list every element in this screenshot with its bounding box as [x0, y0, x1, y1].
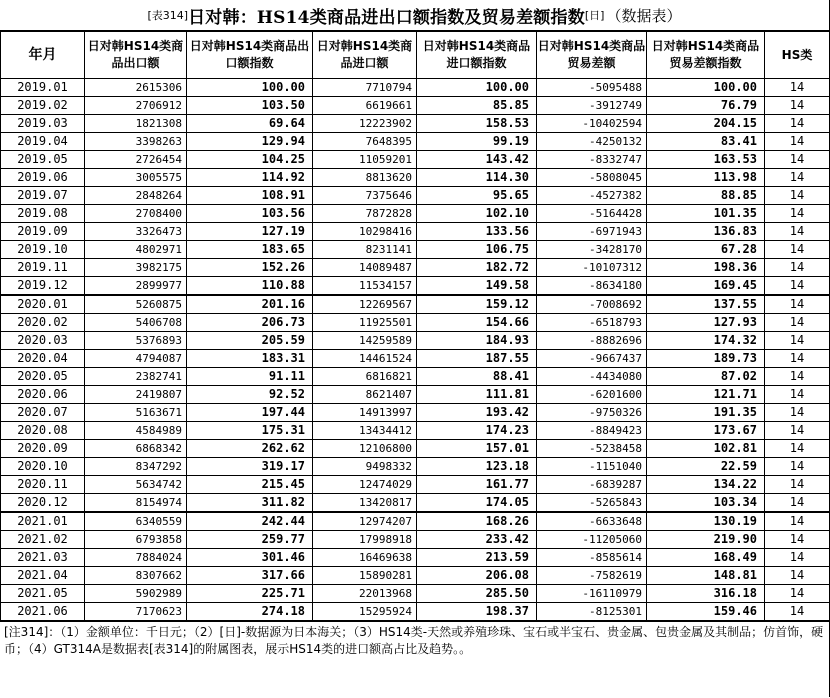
cell-import-index: 193.42: [417, 404, 537, 422]
cell-balance-index: 127.93: [647, 314, 765, 332]
cell-import-index: 159.12: [417, 295, 537, 314]
table-row: [1, 404, 830, 422]
cell-balance-index: 67.28: [647, 241, 765, 259]
cell-hs-class: 14: [765, 404, 830, 422]
cell-balance: -8849423: [537, 422, 647, 440]
table-row: [1, 223, 830, 241]
cell-import: 17998918: [313, 531, 417, 549]
cell-import-index: 100.00: [417, 79, 537, 97]
header-row: [1, 32, 830, 79]
cell-hs-class: 14: [765, 115, 830, 133]
cell-balance-index: 137.55: [647, 295, 765, 314]
cell-hs-class: 14: [765, 549, 830, 567]
cell-year-month: 2019.09: [1, 223, 85, 241]
cell-import-index: 198.37: [417, 603, 537, 621]
cell-export: 2726454: [85, 151, 187, 169]
cell-year-month: 2020.10: [1, 458, 85, 476]
cell-import: 9498332: [313, 458, 417, 476]
cell-export: 8154974: [85, 494, 187, 513]
cell-year-month: 2020.06: [1, 386, 85, 404]
cell-year-month: 2019.05: [1, 151, 85, 169]
table-row: [1, 350, 830, 368]
cell-import-index: 233.42: [417, 531, 537, 549]
cell-export: 7884024: [85, 549, 187, 567]
col-header-hs-class: HS类: [765, 32, 830, 79]
cell-import: 7872828: [313, 205, 417, 223]
cell-export-index: 100.00: [187, 79, 313, 97]
cell-year-month: 2019.04: [1, 133, 85, 151]
table-title-main: 日对韩：HS14类商品进出口额指数及贸易差额指数: [188, 7, 585, 28]
col-header-import-index: 日对韩HS14类商品进口额指数: [417, 32, 537, 79]
cell-import: 8813620: [313, 169, 417, 187]
cell-export-index: 114.92: [187, 169, 313, 187]
col-header-year-month: 年月: [1, 32, 85, 79]
cell-balance-index: 174.32: [647, 332, 765, 350]
cell-import-index: 143.42: [417, 151, 537, 169]
cell-export-index: 91.11: [187, 368, 313, 386]
table-row: [1, 567, 830, 585]
cell-import: 11534157: [313, 277, 417, 296]
table-row: [1, 332, 830, 350]
cell-import-index: 106.75: [417, 241, 537, 259]
cell-year-month: 2020.05: [1, 368, 85, 386]
cell-year-month: 2021.05: [1, 585, 85, 603]
cell-balance: -6201600: [537, 386, 647, 404]
cell-year-month: 2019.01: [1, 79, 85, 97]
cell-balance: -5238458: [537, 440, 647, 458]
cell-export: 5163671: [85, 404, 187, 422]
cell-balance-index: 130.19: [647, 512, 765, 531]
cell-hs-class: 14: [765, 494, 830, 513]
cell-balance: -4434080: [537, 368, 647, 386]
cell-import-index: 111.81: [417, 386, 537, 404]
cell-year-month: 2021.04: [1, 567, 85, 585]
cell-balance: -10107312: [537, 259, 647, 277]
cell-import: 12974207: [313, 512, 417, 531]
cell-hs-class: 14: [765, 458, 830, 476]
cell-hs-class: 14: [765, 603, 830, 621]
cell-import-index: 182.72: [417, 259, 537, 277]
cell-export: 5902989: [85, 585, 187, 603]
cell-import-index: 158.53: [417, 115, 537, 133]
cell-export-index: 129.94: [187, 133, 313, 151]
cell-import-index: 174.23: [417, 422, 537, 440]
cell-import: 14913997: [313, 404, 417, 422]
cell-balance-index: 163.53: [647, 151, 765, 169]
cell-export-index: 274.18: [187, 603, 313, 621]
cell-import: 11059201: [313, 151, 417, 169]
cell-balance-index: 22.59: [647, 458, 765, 476]
cell-balance-index: 316.18: [647, 585, 765, 603]
cell-import: 10298416: [313, 223, 417, 241]
cell-balance: -1151040: [537, 458, 647, 476]
cell-import-index: 206.08: [417, 567, 537, 585]
cell-export: 1821308: [85, 115, 187, 133]
cell-import: 12106800: [313, 440, 417, 458]
cell-import-index: 99.19: [417, 133, 537, 151]
cell-balance-index: 204.15: [647, 115, 765, 133]
cell-hs-class: 14: [765, 476, 830, 494]
cell-year-month: 2020.03: [1, 332, 85, 350]
cell-balance: -5095488: [537, 79, 647, 97]
table-row: [1, 512, 830, 531]
cell-import-index: 168.26: [417, 512, 537, 531]
cell-import-index: 187.55: [417, 350, 537, 368]
cell-import-index: 114.30: [417, 169, 537, 187]
cell-balance-index: 103.34: [647, 494, 765, 513]
cell-hs-class: 14: [765, 133, 830, 151]
cell-balance: -16110979: [537, 585, 647, 603]
cell-year-month: 2019.02: [1, 97, 85, 115]
cell-import: 7710794: [313, 79, 417, 97]
cell-export-index: 262.62: [187, 440, 313, 458]
cell-balance: -6839287: [537, 476, 647, 494]
cell-export: 8307662: [85, 567, 187, 585]
cell-import: 12223902: [313, 115, 417, 133]
cell-export-index: 127.19: [187, 223, 313, 241]
col-header-import: 日对韩HS14类商品进口额: [313, 32, 417, 79]
cell-export: 2708400: [85, 205, 187, 223]
cell-balance-index: 113.98: [647, 169, 765, 187]
cell-balance: -6518793: [537, 314, 647, 332]
cell-import: 14259589: [313, 332, 417, 350]
cell-export: 4584989: [85, 422, 187, 440]
cell-balance-index: 159.46: [647, 603, 765, 621]
cell-export-index: 104.25: [187, 151, 313, 169]
cell-year-month: 2019.07: [1, 187, 85, 205]
cell-import: 6619661: [313, 97, 417, 115]
cell-export: 7170623: [85, 603, 187, 621]
table-row: [1, 97, 830, 115]
cell-balance-index: 169.45: [647, 277, 765, 296]
cell-export-index: 301.46: [187, 549, 313, 567]
cell-export: 2848264: [85, 187, 187, 205]
cell-import-index: 184.93: [417, 332, 537, 350]
table-title: [0, 0, 829, 31]
cell-hs-class: 14: [765, 314, 830, 332]
cell-export-index: 197.44: [187, 404, 313, 422]
cell-export: 5406708: [85, 314, 187, 332]
col-header-export-index: 日对韩HS14类商品出口额指数: [187, 32, 313, 79]
cell-balance: -8332747: [537, 151, 647, 169]
cell-hs-class: 14: [765, 585, 830, 603]
cell-hs-class: 14: [765, 79, 830, 97]
cell-import: 13434412: [313, 422, 417, 440]
cell-balance: -11205060: [537, 531, 647, 549]
cell-hs-class: 14: [765, 277, 830, 296]
cell-balance-index: 88.85: [647, 187, 765, 205]
table-row: [1, 169, 830, 187]
cell-export-index: 319.17: [187, 458, 313, 476]
cell-balance-index: 83.41: [647, 133, 765, 151]
cell-export-index: 103.50: [187, 97, 313, 115]
cell-import-index: 157.01: [417, 440, 537, 458]
cell-import-index: 285.50: [417, 585, 537, 603]
cell-year-month: 2019.12: [1, 277, 85, 296]
table-row: [1, 458, 830, 476]
cell-import: 14089487: [313, 259, 417, 277]
cell-balance: -9750326: [537, 404, 647, 422]
cell-balance-index: 100.00: [647, 79, 765, 97]
col-header-balance: 日对韩HS14类商品贸易差额: [537, 32, 647, 79]
cell-import: 14461524: [313, 350, 417, 368]
cell-year-month: 2020.02: [1, 314, 85, 332]
cell-export: 4802971: [85, 241, 187, 259]
cell-balance: -8882696: [537, 332, 647, 350]
table-row: [1, 585, 830, 603]
cell-import-index: 161.77: [417, 476, 537, 494]
cell-hs-class: 14: [765, 169, 830, 187]
cell-export-index: 242.44: [187, 512, 313, 531]
table-body: [1, 79, 830, 621]
cell-export-index: 183.31: [187, 350, 313, 368]
table-row: [1, 133, 830, 151]
cell-import-index: 174.05: [417, 494, 537, 513]
cell-balance-index: 102.81: [647, 440, 765, 458]
cell-balance-index: 101.35: [647, 205, 765, 223]
cell-export: 6340559: [85, 512, 187, 531]
cell-year-month: 2019.10: [1, 241, 85, 259]
cell-export-index: 215.45: [187, 476, 313, 494]
cell-import: 7648395: [313, 133, 417, 151]
cell-import-index: 102.10: [417, 205, 537, 223]
cell-import: 15890281: [313, 567, 417, 585]
cell-balance-index: 198.36: [647, 259, 765, 277]
cell-import-index: 85.85: [417, 97, 537, 115]
cell-export: 6793858: [85, 531, 187, 549]
table-row: [1, 476, 830, 494]
cell-year-month: 2021.06: [1, 603, 85, 621]
cell-balance: -5808045: [537, 169, 647, 187]
data-source-tag: [日]: [584, 9, 605, 22]
cell-import-index: 213.59: [417, 549, 537, 567]
cell-hs-class: 14: [765, 440, 830, 458]
table-row: [1, 277, 830, 296]
cell-export-index: 108.91: [187, 187, 313, 205]
cell-hs-class: 14: [765, 205, 830, 223]
cell-balance: -4250132: [537, 133, 647, 151]
cell-export-index: 152.26: [187, 259, 313, 277]
table-row: [1, 603, 830, 621]
cell-year-month: 2021.01: [1, 512, 85, 531]
cell-year-month: 2020.08: [1, 422, 85, 440]
cell-export: 2899977: [85, 277, 187, 296]
cell-export: 3005575: [85, 169, 187, 187]
cell-balance-index: 148.81: [647, 567, 765, 585]
cell-hs-class: 14: [765, 295, 830, 314]
cell-export-index: 205.59: [187, 332, 313, 350]
cell-export-index: 183.65: [187, 241, 313, 259]
cell-import: 11925501: [313, 314, 417, 332]
cell-balance: -8634180: [537, 277, 647, 296]
cell-balance-index: 121.71: [647, 386, 765, 404]
cell-balance: -3912749: [537, 97, 647, 115]
table-row: [1, 386, 830, 404]
cell-import: 22013968: [313, 585, 417, 603]
cell-hs-class: 14: [765, 368, 830, 386]
cell-hs-class: 14: [765, 223, 830, 241]
table-row: [1, 295, 830, 314]
table-row: [1, 440, 830, 458]
table-subtitle: （数据表）: [606, 6, 682, 25]
cell-import: 8231141: [313, 241, 417, 259]
cell-balance-index: 76.79: [647, 97, 765, 115]
table-row: [1, 368, 830, 386]
cell-export: 2382741: [85, 368, 187, 386]
data-table: [0, 31, 830, 621]
cell-balance-index: 134.22: [647, 476, 765, 494]
cell-import: 12269567: [313, 295, 417, 314]
cell-export: 5376893: [85, 332, 187, 350]
cell-year-month: 2020.07: [1, 404, 85, 422]
cell-export: 3326473: [85, 223, 187, 241]
cell-import: 15295924: [313, 603, 417, 621]
table-row: [1, 115, 830, 133]
cell-balance: -5164428: [537, 205, 647, 223]
cell-import-index: 133.56: [417, 223, 537, 241]
cell-hs-class: 14: [765, 332, 830, 350]
cell-year-month: 2020.12: [1, 494, 85, 513]
cell-balance: -4527382: [537, 187, 647, 205]
cell-export-index: 317.66: [187, 567, 313, 585]
table-row: [1, 531, 830, 549]
table-row: [1, 205, 830, 223]
table-row: [1, 241, 830, 259]
cell-year-month: 2019.06: [1, 169, 85, 187]
cell-export: 5260875: [85, 295, 187, 314]
cell-import-index: 95.65: [417, 187, 537, 205]
cell-hs-class: 14: [765, 512, 830, 531]
col-header-export: 日对韩HS14类商品出口额: [85, 32, 187, 79]
cell-export-index: 69.64: [187, 115, 313, 133]
cell-import: 13420817: [313, 494, 417, 513]
col-header-balance-index: 日对韩HS14类商品贸易差额指数: [647, 32, 765, 79]
table-number: [表314]: [147, 9, 189, 22]
table-row: [1, 494, 830, 513]
cell-balance: -5265843: [537, 494, 647, 513]
cell-balance-index: 173.67: [647, 422, 765, 440]
cell-hs-class: 14: [765, 259, 830, 277]
cell-export: 2419807: [85, 386, 187, 404]
cell-import-index: 154.66: [417, 314, 537, 332]
cell-export: 2706912: [85, 97, 187, 115]
cell-hs-class: 14: [765, 350, 830, 368]
cell-hs-class: 14: [765, 386, 830, 404]
table-row: [1, 187, 830, 205]
cell-balance: -9667437: [537, 350, 647, 368]
cell-import: 12474029: [313, 476, 417, 494]
cell-balance-index: 168.49: [647, 549, 765, 567]
cell-balance: -3428170: [537, 241, 647, 259]
cell-import-index: 123.18: [417, 458, 537, 476]
cell-export-index: 201.16: [187, 295, 313, 314]
cell-balance-index: 191.35: [647, 404, 765, 422]
cell-import-index: 88.41: [417, 368, 537, 386]
cell-export: 2615306: [85, 79, 187, 97]
cell-import: 6816821: [313, 368, 417, 386]
cell-hs-class: 14: [765, 241, 830, 259]
cell-export-index: 259.77: [187, 531, 313, 549]
table-row: [1, 314, 830, 332]
cell-balance: -6633648: [537, 512, 647, 531]
cell-balance: -7582619: [537, 567, 647, 585]
cell-hs-class: 14: [765, 567, 830, 585]
cell-export: 5634742: [85, 476, 187, 494]
cell-balance-index: 219.90: [647, 531, 765, 549]
cell-import: 8621407: [313, 386, 417, 404]
cell-export-index: 110.88: [187, 277, 313, 296]
cell-hs-class: 14: [765, 151, 830, 169]
cell-hs-class: 14: [765, 422, 830, 440]
table-row: [1, 549, 830, 567]
cell-export-index: 311.82: [187, 494, 313, 513]
cell-export: 3982175: [85, 259, 187, 277]
cell-export: 3398263: [85, 133, 187, 151]
cell-year-month: 2019.08: [1, 205, 85, 223]
cell-hs-class: 14: [765, 531, 830, 549]
table-row: [1, 151, 830, 169]
cell-balance: -7008692: [537, 295, 647, 314]
cell-export-index: 103.56: [187, 205, 313, 223]
cell-import: 7375646: [313, 187, 417, 205]
cell-balance: -6971943: [537, 223, 647, 241]
cell-balance: -8585614: [537, 549, 647, 567]
cell-hs-class: 14: [765, 97, 830, 115]
table-row: [1, 79, 830, 97]
cell-export-index: 206.73: [187, 314, 313, 332]
cell-year-month: 2021.02: [1, 531, 85, 549]
cell-export: 6868342: [85, 440, 187, 458]
cell-year-month: 2019.11: [1, 259, 85, 277]
cell-export: 8347292: [85, 458, 187, 476]
cell-balance-index: 189.73: [647, 350, 765, 368]
cell-export-index: 225.71: [187, 585, 313, 603]
cell-export-index: 92.52: [187, 386, 313, 404]
cell-export-index: 175.31: [187, 422, 313, 440]
cell-import: 16469638: [313, 549, 417, 567]
table-row: [1, 259, 830, 277]
cell-balance-index: 136.83: [647, 223, 765, 241]
cell-balance: -8125301: [537, 603, 647, 621]
cell-balance-index: 87.02: [647, 368, 765, 386]
cell-year-month: 2020.01: [1, 295, 85, 314]
cell-year-month: 2020.09: [1, 440, 85, 458]
cell-hs-class: 14: [765, 187, 830, 205]
table-footnote: [注314]：（1）金额单位：千日元；（2）[日]-数据源为日本海关；（3）HS14类-天然或养殖珍珠、宝石或半宝石、贵金属、包贵金属及其制品；仿首饰，硬币；（4）GT314A是数据表[表314]的附属图表，展示HS14类的进口额高占比及趋势。。: [0, 621, 829, 660]
cell-balance: -10402594: [537, 115, 647, 133]
cell-year-month: 2021.03: [1, 549, 85, 567]
cell-year-month: 2020.04: [1, 350, 85, 368]
cell-year-month: 2020.11: [1, 476, 85, 494]
cell-import-index: 149.58: [417, 277, 537, 296]
cell-export: 4794087: [85, 350, 187, 368]
cell-year-month: 2019.03: [1, 115, 85, 133]
table-row: [1, 422, 830, 440]
